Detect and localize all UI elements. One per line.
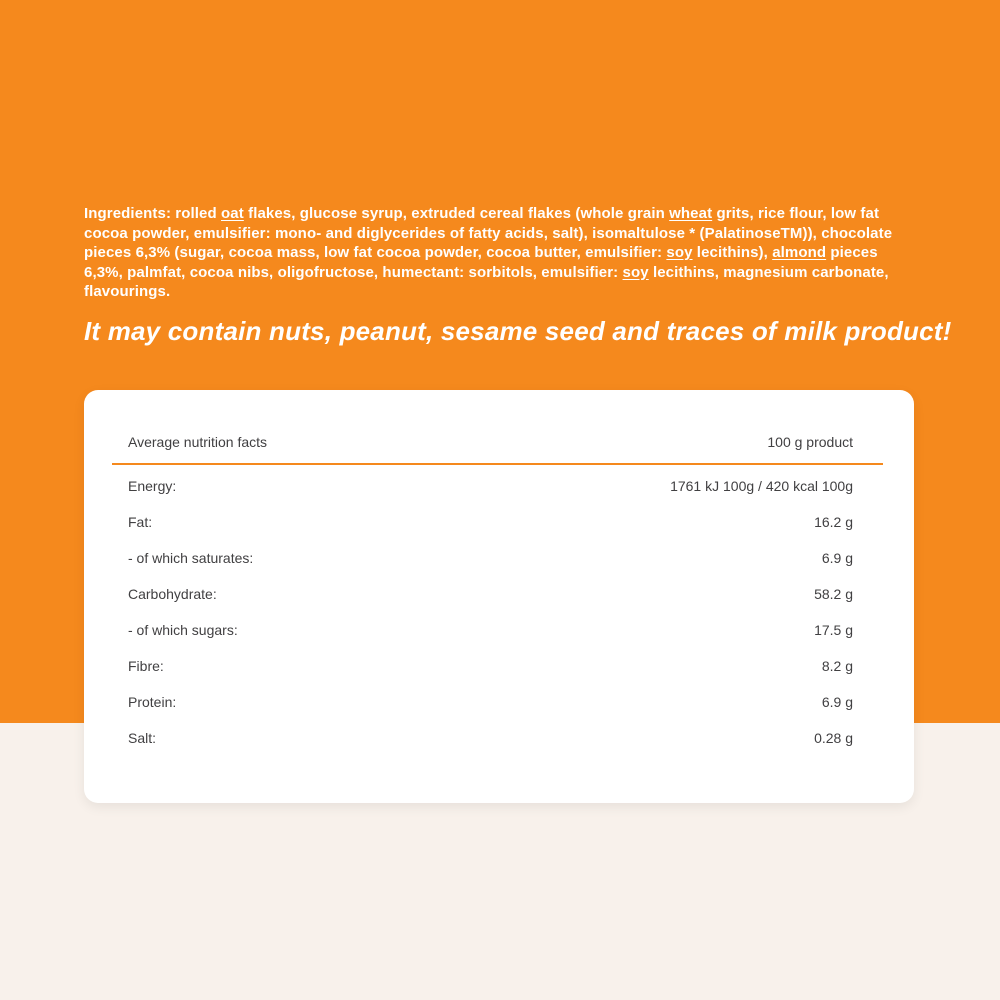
table-row-energy	[84, 468, 914, 504]
row-label: - of which sugars:	[128, 622, 238, 638]
row-value: 6.9 g	[821, 694, 853, 710]
allergen-oat: oat	[221, 205, 244, 222]
row-value: 1761 kJ 100g / 420 kcal 100g	[670, 478, 853, 494]
nutrition-card-header	[128, 434, 853, 451]
table-row-salt	[84, 720, 914, 756]
table-row-protein	[84, 684, 914, 720]
ingredients-text: Ingredients: rolled	[84, 205, 222, 222]
table-row-carbohydrate	[84, 576, 914, 612]
allergen-soy: soy	[666, 244, 693, 261]
row-value: 16.2 g	[814, 514, 853, 530]
allergen-almond: almond	[772, 244, 827, 261]
nutrition-rows	[84, 468, 914, 756]
row-label: Protein:	[128, 694, 177, 710]
allergen-wheat: wheat	[669, 205, 713, 222]
row-label: Fat:	[128, 514, 153, 530]
row-label: Salt:	[128, 730, 157, 746]
ingredients-text: lecithins, magnesium carbonate, flavourings.	[84, 263, 889, 300]
row-label: - of which saturates:	[128, 550, 254, 566]
row-label: Energy:	[128, 478, 177, 494]
table-row-fibre	[84, 648, 914, 684]
table-row-sugars	[84, 612, 914, 648]
table-row-fat	[84, 504, 914, 540]
ingredients-paragraph	[84, 204, 906, 302]
allergen-soy: soy	[622, 263, 649, 281]
row-value: 0.28 g	[814, 730, 853, 746]
row-value: 6.9 g	[821, 550, 853, 566]
ingredients-text: grits, rice flour, low fat cocoa powder, emulsifier: mono- and diglycerides of fatty acids, salt), isomaltulose * (PalatinoseTM)), chocolate pieces 6,3% (sugar, cocoa mass, low fat cocoa powder, cocoa butter, emulsifier:	[84, 205, 893, 261]
nutrition-facts-card	[84, 390, 914, 803]
row-label: Carbohydrate:	[128, 586, 217, 602]
row-value: 8.2 g	[821, 658, 853, 674]
table-row-saturates	[84, 540, 914, 576]
row-label: Fibre:	[128, 658, 164, 674]
nutrition-unit: 100 g product	[767, 434, 853, 450]
divider	[112, 463, 883, 465]
row-value: 58.2 g	[814, 586, 853, 602]
row-value: 17.5 g	[814, 622, 853, 638]
ingredients-text: pieces 6,3%, palmfat, cocoa nibs, oligofructose, humectant: sorbitols, emulsifier:	[84, 244, 878, 281]
ingredients-text: flakes, glucose syrup, extruded cereal flakes (whole grain	[243, 205, 670, 222]
allergen-warning: It may contain nuts, peanut, sesame seed and traces of milk product!	[84, 316, 952, 346]
ingredients-text: lecithins),	[692, 244, 773, 261]
nutrition-title: Average nutrition facts	[128, 434, 268, 450]
